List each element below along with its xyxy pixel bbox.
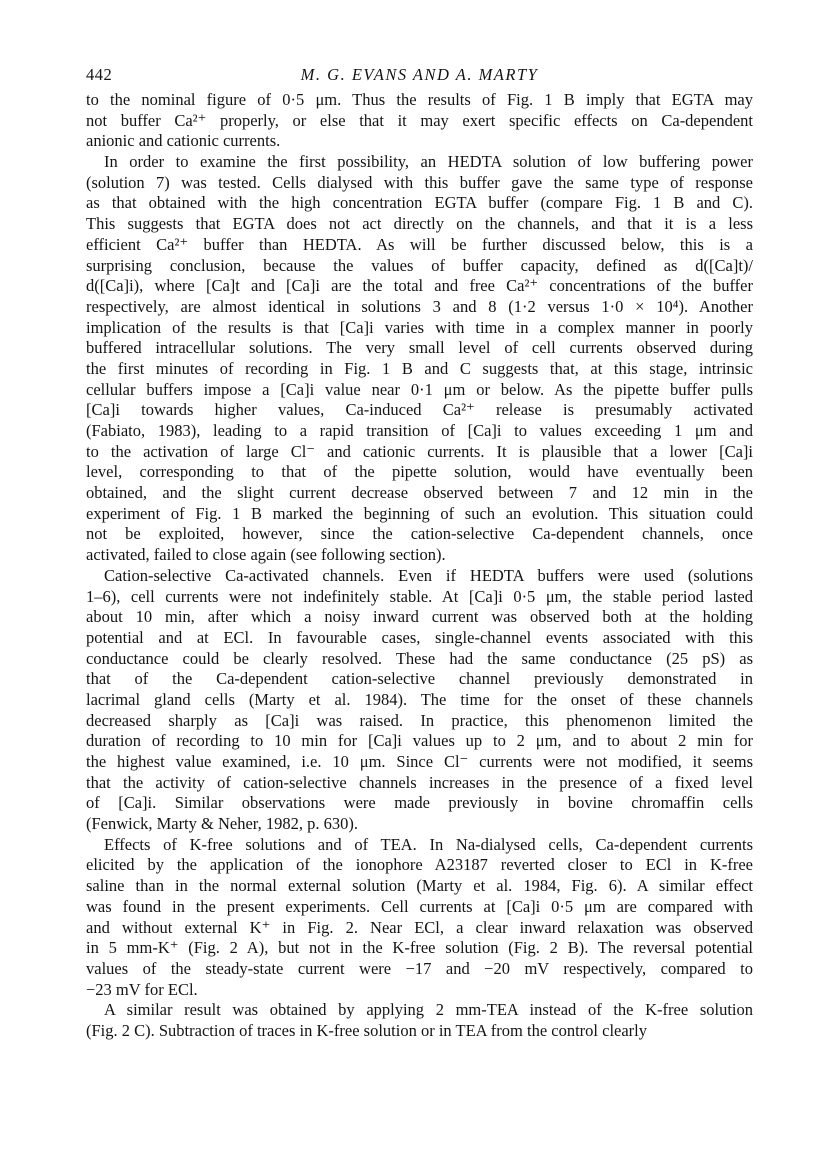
text-line: decreased sharply as [Ca]i was raised. In practice, this phenomenon limited the	[86, 710, 753, 730]
text-line: experiment of Fig. 1 B marked the beginning of such an evolution. This situation could	[86, 503, 753, 523]
text-line: potential and at ECl. In favourable cases, single-channel events associated with this	[86, 627, 753, 647]
text-line: and without external K⁺ in Fig. 2. Near ECl, a clear inward relaxation was observed	[86, 917, 753, 937]
text-line: [Ca]i towards higher values, Ca-induced Ca²⁺ release is presumably activated	[86, 400, 753, 420]
text-line: (solution 7) was tested. Cells dialysed with this buffer gave the same type of response	[86, 172, 753, 192]
text-line: that the activity of cation-selective channels increases in the presence of a fixed level	[86, 772, 753, 792]
text-line: duration of recording to 10 min for [Ca]i values up to 2 μm, and to about 2 min for	[86, 731, 753, 751]
text-line: to the activation of large Cl⁻ and cationic currents. It is plausible that a lower [Ca]i	[86, 441, 753, 461]
text-line: activated, failed to close again (see following section).	[86, 545, 446, 565]
text-line: cellular buffers impose a [Ca]i value near 0·1 μm or below. As the pipette buffer pulls	[86, 379, 753, 399]
text-line: of [Ca]i. Similar observations were made previously in bovine chromaffin cells	[86, 793, 753, 813]
text-line: obtained, and the slight current decrease observed between 7 and 12 min in the	[86, 483, 753, 503]
text-line: level, corresponding to that of the pipette solution, would have eventually been	[86, 462, 753, 482]
text-line: in 5 mm-K⁺ (Fig. 2 A), but not in the K-free solution (Fig. 2 B). The reversal potential	[86, 938, 753, 958]
text-line: the highest value examined, i.e. 10 μm. Since Cl⁻ currents were not modified, it seems	[86, 752, 753, 771]
paragraph	[86, 1000, 753, 1041]
text-line: (Fig. 2 C). Subtraction of traces in K-free solution or in TEA from the control clearly	[86, 1020, 648, 1040]
text-line: lacrimal gland cells (Marty et al. 1984). The time for the onset of these channels	[86, 689, 753, 709]
text-line: −23 mV for ECl.	[86, 979, 198, 999]
text-line: was found in the present experiments. Cell currents at [Ca]i 0·5 μm are compared with	[86, 896, 753, 916]
text-line: respectively, are almost identical in solutions 3 and 8 (1·2 versus 1·0 × 10⁴). Another	[86, 296, 753, 316]
text-line: not buffer Ca²⁺ properly, or else that it may exert specific effects on Ca-dependent	[86, 110, 753, 130]
body-text	[86, 90, 753, 1042]
page-number: 442	[86, 65, 113, 84]
text-line: In order to examine the first possibility, an HEDTA solution of low buffering power	[104, 152, 753, 172]
text-line: conductance could be clearly resolved. These had the same conductance (25 pS) as	[86, 648, 753, 668]
text-line: anionic and cationic currents.	[86, 131, 281, 151]
text-line: surprising conclusion, because the values of buffer capacity, defined as d([Ca]t)/	[86, 255, 753, 275]
page-header	[86, 62, 753, 90]
paragraph	[86, 566, 753, 835]
text-line: 1–6), cell currents were not indefinitely stable. At [Ca]i 0·5 μm, the stable period lasted	[86, 586, 753, 606]
text-line: saline than in the normal external solution (Marty et al. 1984, Fig. 6). A similar effect	[86, 876, 753, 896]
text-line: to the nominal figure of 0·5 μm. Thus the results of Fig. 1 B imply that EGTA may	[86, 90, 753, 109]
paragraph	[86, 90, 753, 152]
text-line: the first minutes of recording in Fig. 1 B and C suggests that, at this stage, intrinsic	[86, 358, 753, 378]
text-line: that of the Ca-dependent cation-selective channel previously demonstrated in	[86, 669, 753, 689]
paragraph	[86, 835, 753, 1001]
paragraph	[86, 152, 753, 566]
text-line: about 10 min, after which a noisy inward current was observed both at the holding	[86, 607, 753, 627]
text-line: not be exploited, however, since the cation-selective Ca-dependent channels, once	[86, 524, 753, 544]
text-line: This suggests that EGTA does not act directly on the channels, and that it is a less	[86, 214, 753, 234]
text-line: A similar result was obtained by applying 2 mm-TEA instead of the K-free solution	[104, 1000, 753, 1020]
text-line: elicited by the application of the ionophore A23187 reverted closer to ECl in K-free	[86, 855, 753, 875]
text-line: d([Ca]i), where [Ca]t and [Ca]i are the total and free Ca²⁺ concentrations of the buffer	[86, 276, 753, 296]
journal-page	[86, 62, 753, 1042]
text-line: implication of the results is that [Ca]i varies with time in a complex manner in poorly	[86, 317, 753, 337]
text-line: efficient Ca²⁺ buffer than HEDTA. As will be further discussed below, this is a	[86, 234, 753, 254]
text-line: Cation-selective Ca-activated channels. Even if HEDTA buffers were used (solutions	[104, 565, 753, 585]
text-line: (Fenwick, Marty & Neher, 1982, p. 630).	[86, 814, 358, 834]
running-head: M. G. EVANS AND A. MARTY	[300, 65, 539, 84]
text-line: as that obtained with the high concentration EGTA buffer (compare Fig. 1 B and C).	[86, 193, 753, 213]
text-line: Effects of K-free solutions and of TEA. In Na-dialysed cells, Ca-dependent currents	[104, 834, 753, 854]
text-line: buffered intracellular solutions. The very small level of cell currents observed during	[86, 338, 753, 358]
text-line: values of the steady-state current were −17 and −20 mV respectively, compared to	[86, 958, 753, 978]
text-line: (Fabiato, 1983), leading to a rapid transition of [Ca]i to values exceeding 1 μm and	[86, 421, 753, 440]
